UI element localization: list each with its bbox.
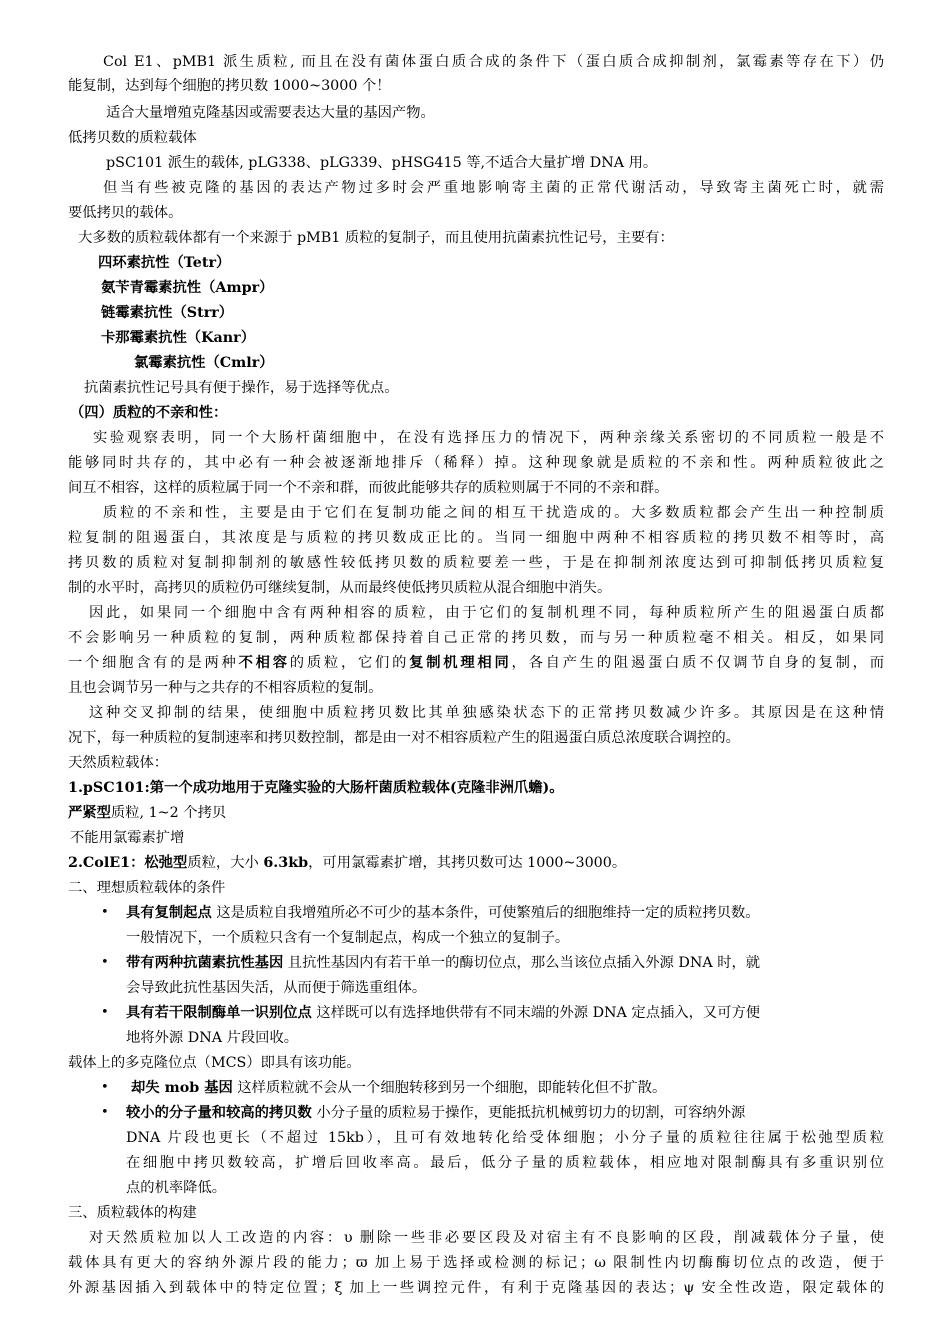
paragraph-line: 抗菌素抗性记号具有便于操作，易于选择等优点。 xyxy=(84,380,399,396)
bold-term: 较小的分子量和较高的拷贝数 xyxy=(126,1105,312,1121)
paragraph-line: 且也会调节另一种与之共存的不相容质粒的复制。 xyxy=(68,680,383,696)
paragraph-line: 能够同时共存的，其中必有一种会被逐渐地排斥（稀释）掉。这种现象就是质粒的不亲和性。两种质粒彼此之 xyxy=(68,455,884,471)
paragraph-line: 间互不相容，这样的质粒属于同一个不亲和群，而彼此能够共存的质粒则属于不同的不亲和群。 xyxy=(68,480,669,496)
paragraph-line: 这种交叉抑制的结果，使细胞中质粒拷贝数比其单独感染状态下的正常拷贝数减少许多。其原因是在这种情 xyxy=(89,705,884,721)
paragraph-line: 实验观察表明，同一个大肠杆菌细胞中，在没有选择压力的情况下，两种亲缘关系密切的不同质粒一般是不 xyxy=(93,430,884,446)
marker-item: 四环素抗性（Tetr） xyxy=(98,255,231,271)
paragraph-line: 质粒的不亲和性，主要是由于它们在复制功能之间的相互干扰造成的。大多数质粒都会产生出一种控制质 xyxy=(103,505,884,521)
paragraph-line xyxy=(68,803,884,823)
paragraph-line: 外源基因插入到载体中的特定位置；ξ 加上一些调控元件，有利于克隆基因的表达；ψ 安全性改造，限定载体的 xyxy=(68,1280,884,1296)
text-run: 一个细胞含有的是两种 xyxy=(68,655,239,671)
bullet-icon: • xyxy=(101,955,109,970)
marker-item: 氯霉素抗性（Cmlr） xyxy=(134,355,274,371)
bullet-line: 地将外源 DNA 片段回收。 xyxy=(126,1030,299,1046)
bullet-line: DNA 片段也更长（不超过 15kb），且可有效地转化给受体细胞；小分子量的质粒往往属于松弛型质粒 xyxy=(126,1130,884,1146)
paragraph-line: 要低拷贝的载体。 xyxy=(68,205,183,221)
text-run: 且抗性基因内有若干单一的酶切位点，那么当该位点插入外源 DNA 时，就 xyxy=(283,955,761,971)
section-heading: 三、质粒载体的构建 xyxy=(68,1205,197,1221)
section-heading: 天然质粒载体： xyxy=(68,755,169,771)
paragraph-line: 况下，每一种质粒的复制速率和拷贝数控制，都是由一对不相容质粒产生的阻遏蛋白质总浓度联合调控的。 xyxy=(68,730,740,746)
marker-item: 链霉素抗性（Strr） xyxy=(101,305,234,321)
text-run: 这是质粒自我增殖所必不可少的基本条件，可使繁殖后的细胞维持一定的质粒拷贝数。 xyxy=(211,905,760,921)
paragraph-line: 不会影响另一种质粒的复制，两种质粒都保持着自己正常的拷贝数，而与另一种质粒毫不相关。相反，如果同 xyxy=(68,630,884,646)
paragraph-line: 适合大量增殖克隆基因或需要表达大量的基因产物。 xyxy=(106,105,435,121)
text-run: 这样既可以有选择地供带有不同末端的外源 DNA 定点插入，又可方便 xyxy=(311,1005,761,1021)
bullet-line: 会导致此抗性基因失活，从而便于筛选重组体。 xyxy=(126,980,427,996)
paragraph-line: 不能用氯霉素扩增 xyxy=(70,830,185,846)
bullet-line: 在细胞中拷贝数较高，扩增后回收率高。最后，低分子量的质粒载体，相应地对限制酶具有多重识别位 xyxy=(126,1155,884,1171)
bold-term: 6.3kb xyxy=(263,855,309,871)
paragraph-line: 能复制，达到每个细胞的拷贝数 1000~3000 个！ xyxy=(68,78,391,94)
paragraph-line: Col E1、pMB1 派生质粒, 而且在没有菌体蛋白质合成的条件下（蛋白质合成抑制剂，氯霉素等存在下）仍 xyxy=(103,54,884,70)
text-run: ，可用氯霉素扩增，其拷贝数可达 1000~3000。 xyxy=(308,855,627,871)
bold-term: 带有两种抗菌素抗性基因 xyxy=(126,955,284,971)
paragraph-line: 载体上的多克隆位点（MCS）即具有该功能。 xyxy=(68,1055,361,1071)
bullet-line: 一般情况下，一个质粒只含有一个复制起点，构成一个独立的复制子。 xyxy=(126,930,570,946)
paragraph-line: 因此，如果同一个细胞中含有两种相容的质粒，由于它们的复制机理不同，每种质粒所产生的阻遏蛋白质都 xyxy=(89,605,884,621)
bold-term: 2.ColE1：松弛型 xyxy=(68,855,188,871)
paragraph-line: 制的水平时，高拷贝的质粒仍可继续复制，从而最终使低拷贝质粒从混合细胞中消失。 xyxy=(68,580,612,596)
section-heading: 低拷贝数的质粒载体 xyxy=(68,130,197,146)
paragraph-line: 载体具有更大的容纳外源片段的能力；ϖ 加上易于选择或检测的标记；ω 限制性内切酶酶切位点的改造，便于 xyxy=(68,1255,884,1271)
marker-item: 氨苄青霉素抗性（Ampr） xyxy=(101,280,274,296)
text-run: 质粒，大小 xyxy=(187,855,264,871)
paragraph-line: 大多数的质粒载体都有一个来源于 pMB1 质粒的复制子，而且使用抗菌素抗性记号，主要有： xyxy=(78,230,674,246)
text-run: 这样质粒就不会从一个细胞转移到另一个细胞，即能转化但不扩散。 xyxy=(232,1080,667,1096)
bold-term: 具有复制起点 xyxy=(126,905,212,921)
bullet-icon: • xyxy=(101,1005,109,1020)
paragraph-line xyxy=(68,853,884,873)
bullet-line: 点的机率降低。 xyxy=(126,1180,227,1196)
paragraph-line: 粒复制的阻遏蛋白，其浓度是与质粒的拷贝数成正比的。当同一细胞中两种不相容质粒的拷贝数不相等时，高 xyxy=(68,530,884,546)
bullet-line xyxy=(126,903,884,923)
text-run: 质粒, 1~2 个拷贝 xyxy=(110,805,227,821)
bullet-line xyxy=(126,953,884,973)
paragraph-line: 对天然质粒加以人工改造的内容：υ 删除一些非必要区段及对宿主有不良影响的区段，削减载体分子量，使 xyxy=(89,1230,884,1246)
paragraph-line: pSC101 派生的载体, pLG338、pLG339、pHSG415 等,不适合大量扩增 DNA 用。 xyxy=(106,155,658,171)
marker-item: 卡那霉素抗性（Kanr） xyxy=(101,330,255,346)
text-run: 的质粒，它们的 xyxy=(289,655,410,671)
text-run: ，各自产生的阻遏蛋白质不仅调节自身的复制，而 xyxy=(511,655,885,671)
bold-term: 却失 mob 基因 xyxy=(131,1080,233,1096)
bullet-icon: • xyxy=(101,905,109,920)
bold-term: 不相容 xyxy=(238,655,290,671)
bold-term: 具有若干限制酶单一识别位点 xyxy=(126,1005,312,1021)
bullet-line xyxy=(126,1103,884,1123)
bullet-line xyxy=(126,1003,884,1023)
bullet-icon: • xyxy=(101,1080,109,1095)
bold-term: 复制机理相同 xyxy=(409,655,512,671)
paragraph-line: 1.pSC101:第一个成功地用于克隆实验的大肠杆菌质粒载体(克隆非洲爪蟾)。 xyxy=(68,780,564,796)
paragraph-line xyxy=(68,653,884,673)
bullet-line xyxy=(131,1078,884,1098)
text-run: 小分子量的质粒易于操作，更能抵抗机械剪切力的切割，可容纳外源 xyxy=(311,1105,746,1121)
section-heading: （四）质粒的不亲和性： xyxy=(70,405,228,421)
bold-term: 严紧型 xyxy=(68,805,111,821)
paragraph-line: 拷贝数的质粒对复制抑制剂的敏感性较低拷贝数的质粒要差一些，于是在抑制剂浓度达到可抑制低拷贝质粒复 xyxy=(68,555,884,571)
section-heading: 二、理想质粒载体的条件 xyxy=(68,880,226,896)
bullet-icon: • xyxy=(101,1105,109,1120)
paragraph-line: 但当有些被克隆的基因的表达产物过多时会严重地影响寄主菌的正常代谢活动，导致寄主菌死亡时，就需 xyxy=(103,180,884,196)
